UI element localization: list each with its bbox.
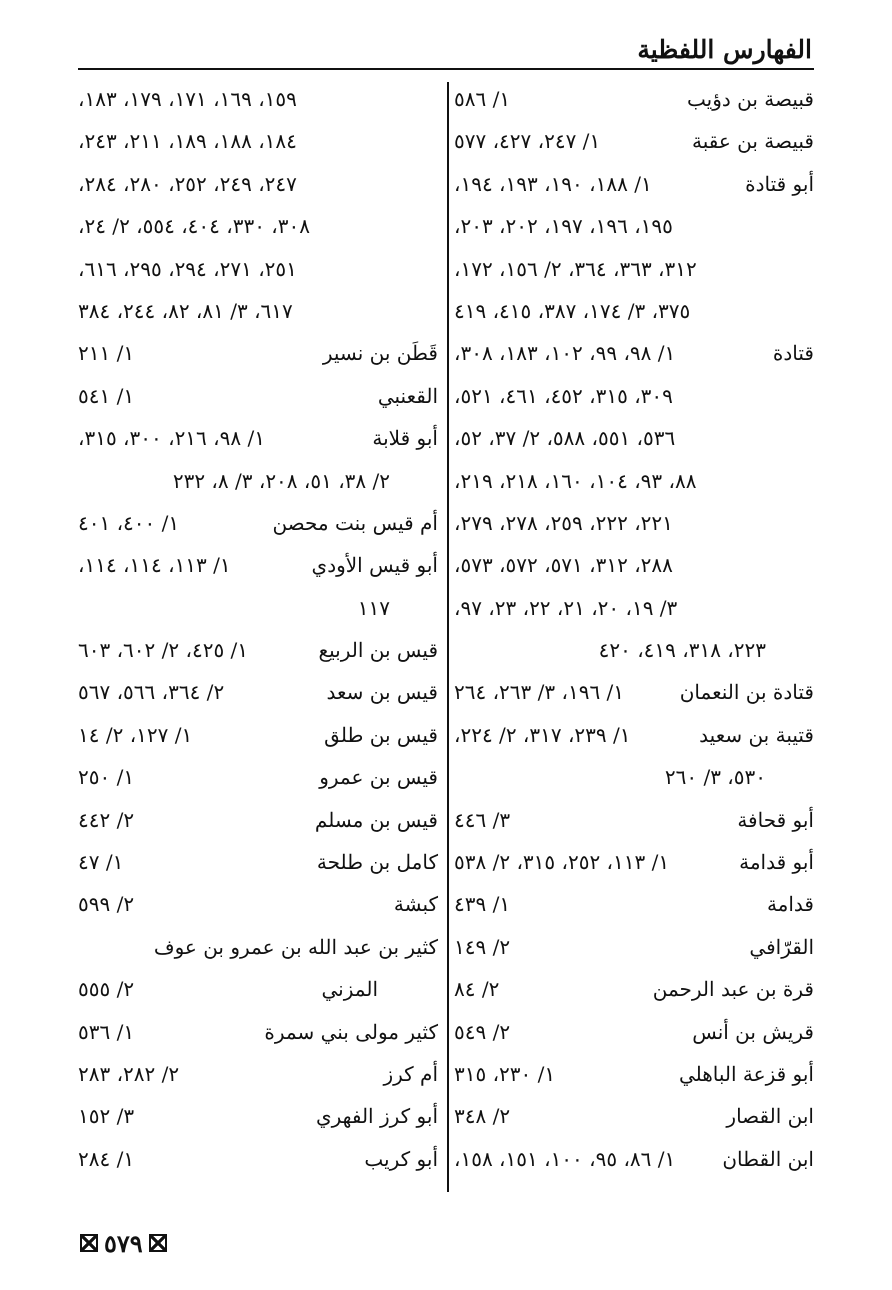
entry-name: قدامة xyxy=(766,892,814,917)
entry-refs: ٢/ ١٤٩ xyxy=(454,934,511,959)
index-entry xyxy=(454,248,814,290)
entry-continuation: ١١٧ xyxy=(357,595,390,620)
entry-name: أبو قزعة الباهلي xyxy=(678,1061,814,1086)
index-entry xyxy=(454,375,814,417)
entry-name: قتادة بن النعمان xyxy=(679,680,814,705)
index-entry xyxy=(454,671,814,713)
entry-name: أم قيس بنت محصن xyxy=(272,510,438,535)
entry-refs: ٣/ ٤٤٦ xyxy=(454,807,511,832)
entry-continuation: ١٥٩، ١٦٩، ١٧١، ١٧٩، ١٨٣، xyxy=(78,87,297,111)
entry-refs: ١/ ١٩٦، ٣/ ٢٦٣، ٢٦٤ xyxy=(454,680,625,705)
entry-name: أبو قيس الأودي xyxy=(311,553,438,578)
entry-refs: ١/ ٤٠٠، ٤٠١ xyxy=(78,510,180,535)
entry-name: ابن القصار xyxy=(726,1104,814,1129)
index-entry xyxy=(78,799,438,841)
index-entry xyxy=(454,417,814,459)
entry-name: قريش بن أنس xyxy=(692,1019,814,1044)
entry-refs: ١/ ٥٣٦ xyxy=(78,1019,135,1044)
index-entry xyxy=(454,502,814,544)
entry-refs: ٢/ ٢٨٢، ٢٨٣ xyxy=(78,1061,180,1086)
entry-name: أبو قلابة xyxy=(372,426,438,451)
entry-name: ابن القطان xyxy=(722,1146,814,1171)
entry-continuation: ٣٠٨، ٣٣٠، ٤٠٤، ٥٥٤، ٢/ ٢٤، xyxy=(78,214,310,239)
page-header xyxy=(78,30,814,70)
column-divider xyxy=(447,82,449,1192)
entry-refs: ١/ ٩٨، ٩٩، ١٠٢، ١٨٣، ٣٠٨، xyxy=(454,341,676,366)
entry-name: أبو قتادة xyxy=(745,171,814,196)
index-entry xyxy=(454,1138,814,1180)
entry-continuation: ٢٢١، ٢٢٢، ٢٥٩، ٢٧٨، ٢٧٩، xyxy=(454,510,673,535)
index-entry xyxy=(78,120,438,162)
index-column-right xyxy=(454,78,814,1180)
entry-refs: ٢/ ٥٥٥ xyxy=(78,977,135,1002)
entry-refs: ١/ ١١٣، ١١٤، ١١٤، xyxy=(78,553,231,578)
index-entry xyxy=(78,1095,438,1137)
entry-refs: ١/ ٤٧ xyxy=(78,850,124,875)
index-entry xyxy=(454,883,814,925)
index-entry xyxy=(454,163,814,205)
page-footer xyxy=(80,1226,167,1260)
entry-name: قيس بن عمرو xyxy=(319,765,438,790)
index-entry xyxy=(454,120,814,162)
index-entry xyxy=(454,841,814,883)
index-entry xyxy=(78,375,438,417)
index-entry xyxy=(454,1095,814,1137)
entry-refs: ١/ ٢٥٠ xyxy=(78,765,135,790)
entry-continuation: ١٩٥، ١٩٦، ١٩٧، ٢٠٢، ٢٠٣، xyxy=(454,214,673,239)
entry-name: قيس بن مسلم xyxy=(314,807,438,832)
index-entry xyxy=(454,799,814,841)
index-entry xyxy=(78,714,438,756)
index-entry xyxy=(78,629,438,671)
entry-refs: ٢/ ٣٤٨ xyxy=(454,1104,511,1129)
entry-name: أبو كريب xyxy=(364,1146,438,1171)
ornament-icon xyxy=(149,1234,167,1252)
entry-name: قبيصة بن دؤيب xyxy=(687,87,814,111)
index-entry xyxy=(78,163,438,205)
index-entry xyxy=(78,1011,438,1053)
entry-name: قبيصة بن عقبة xyxy=(691,129,814,154)
index-entry xyxy=(454,78,814,120)
entry-refs: ٢/ ٥٩٩ xyxy=(78,892,135,917)
index-entry xyxy=(454,629,814,671)
index-column-left xyxy=(78,78,438,1180)
entry-refs: ١/ ٨٦، ٩٥، ١٠٠، ١٥١، ١٥٨، xyxy=(454,1146,676,1171)
index-entry xyxy=(454,1053,814,1095)
entry-refs: ١/ ٢١١ xyxy=(78,341,135,366)
index-entry xyxy=(454,1011,814,1053)
entry-refs: ١/ ٢٤٧، ٤٢٧، ٥٧٧ xyxy=(454,129,601,154)
entry-continuation: كثير بن عبد الله بن عمرو بن عوف xyxy=(153,934,438,959)
index-entry xyxy=(78,883,438,925)
entry-name: القعنبي xyxy=(377,383,438,408)
entry-continuation: ٣٧٥، ٣/ ١٧٤، ٣٨٧، ٤١٥، ٤١٩ xyxy=(454,298,691,323)
entry-continuation: ٢٥١، ٢٧١، ٢٩٤، ٢٩٥، ٦١٦، xyxy=(78,256,297,281)
entry-continuation: ٢٤٧، ٢٤٩، ٢٥٢، ٢٨٠، ٢٨٤، xyxy=(78,171,297,196)
entry-name: المزني xyxy=(321,977,378,1002)
entry-continuation: ٢٢٣، ٣١٨، ٤١٩، ٤٢٠ xyxy=(598,638,766,663)
entry-name: أم كرز xyxy=(383,1061,438,1086)
entry-name: قتادة xyxy=(772,341,814,366)
index-entry xyxy=(78,841,438,883)
page-title: الفهارس اللفظية xyxy=(637,35,812,64)
entry-continuation: ٥٣٦، ٥٥١، ٥٨٨، ٢/ ٣٧، ٥٢، xyxy=(454,426,676,451)
entry-name: قيس بن طلق xyxy=(324,722,438,747)
entry-refs: ١/ ٢٣٠، ٣١٥ xyxy=(454,1061,556,1086)
entry-refs: ٢/ ٣٦٤، ٥٦٦، ٥٦٧ xyxy=(78,680,225,705)
entry-name: أبو قدامة xyxy=(739,850,814,875)
entry-name: أبو كرز الفهري xyxy=(315,1104,438,1129)
entry-continuation: ١٨٤، ١٨٨، ١٨٩، ٢١١، ٢٤٣، xyxy=(78,129,297,154)
index-entry xyxy=(454,460,814,502)
index-entry xyxy=(454,544,814,586)
index-entry xyxy=(78,248,438,290)
entry-refs: ٣/ ١٥٢ xyxy=(78,1104,135,1129)
entry-continuation: ٢/ ٣٨، ٥١، ٢٠٨، ٣/ ٨، ٢٣٢ xyxy=(172,468,390,493)
page-number: ٥٧٩ xyxy=(104,1228,143,1258)
entry-refs: ١/ ١٨٨، ١٩٠، ١٩٣، ١٩٤، xyxy=(454,171,652,196)
index-entry xyxy=(78,968,438,1010)
index-entry xyxy=(78,502,438,544)
entry-name: كثير مولى بني سمرة xyxy=(264,1019,438,1044)
entry-refs: ١/ ٥٨٦ xyxy=(454,87,511,111)
index-entry xyxy=(78,460,438,502)
entry-continuation: ٥٣٠، ٣/ ٢٦٠ xyxy=(664,765,766,790)
entry-refs: ١/ ٢٣٩، ٣١٧، ٢/ ٢٢٤، xyxy=(454,722,631,747)
entry-name: كامل بن طلحة xyxy=(316,850,438,875)
index-entry xyxy=(454,205,814,247)
index-entry xyxy=(78,587,438,629)
index-entry xyxy=(454,756,814,798)
entry-refs: ٢/ ٤٤٢ xyxy=(78,807,135,832)
entry-refs: ١/ ٤٣٩ xyxy=(454,892,511,917)
entry-continuation: ٣٠٩، ٣١٥، ٤٥٢، ٤٦١، ٥٢١، xyxy=(454,383,673,408)
index-entry xyxy=(78,417,438,459)
entry-refs: ٢/ ٥٤٩ xyxy=(454,1019,511,1044)
entry-name: قَطَن بن نسير xyxy=(322,341,438,366)
index-entry xyxy=(78,332,438,374)
index-entry xyxy=(78,78,438,120)
entry-continuation: ٨٨، ٩٣، ١٠٤، ١٦٠، ٢١٨، ٢١٩، xyxy=(454,468,697,493)
index-entry xyxy=(454,290,814,332)
entry-refs: ١/ ٥٤١ xyxy=(78,383,135,408)
index-entry xyxy=(78,1138,438,1180)
index-entry xyxy=(454,714,814,756)
entry-name: قيس بن الربيع xyxy=(318,638,438,663)
index-entry xyxy=(78,544,438,586)
entry-name: كبشة xyxy=(393,892,438,917)
entry-refs: ١/ ٩٨، ٢١٦، ٣٠٠، ٣١٥، xyxy=(78,426,265,451)
ornament-icon xyxy=(80,1234,98,1252)
entry-name: القرّافي xyxy=(749,934,814,959)
entry-continuation: ٣١٢، ٣٦٣، ٣٦٤، ٢/ ١٥٦، ١٧٢، xyxy=(454,256,697,281)
entry-name: قرة بن عبد الرحمن xyxy=(652,977,814,1002)
entry-continuation: ٢٨٨، ٣١٢، ٥٧١، ٥٧٢، ٥٧٣، xyxy=(454,553,673,578)
index-entry xyxy=(78,671,438,713)
entry-refs: ٢/ ٨٤ xyxy=(454,977,500,1002)
entry-name: قتيبة بن سعيد xyxy=(699,722,814,747)
entry-continuation: ٣/ ١٩، ٢٠، ٢١، ٢٢، ٢٣، ٩٧، xyxy=(454,595,678,620)
index-entry xyxy=(454,587,814,629)
index-entry xyxy=(78,290,438,332)
index-entry xyxy=(78,205,438,247)
index-entry xyxy=(78,926,438,968)
entry-refs: ١/ ٤٢٥، ٢/ ٦٠٢، ٦٠٣ xyxy=(78,638,249,663)
entry-name: أبو قحافة xyxy=(737,807,814,832)
index-entry xyxy=(454,332,814,374)
index-entry xyxy=(78,756,438,798)
entry-refs: ١/ ١١٣، ٢٥٢، ٣١٥، ٢/ ٥٣٨ xyxy=(454,850,670,875)
entry-refs: ١/ ١٢٧، ٢/ ١٤ xyxy=(78,722,193,747)
index-entry xyxy=(454,968,814,1010)
entry-name: قيس بن سعد xyxy=(326,680,438,705)
entry-continuation: ٦١٧، ٣/ ٨١، ٨٢، ٢٤٤، ٣٨٤ xyxy=(78,298,293,323)
index-entry xyxy=(78,1053,438,1095)
entry-refs: ١/ ٢٨٤ xyxy=(78,1146,135,1171)
index-entry xyxy=(454,926,814,968)
